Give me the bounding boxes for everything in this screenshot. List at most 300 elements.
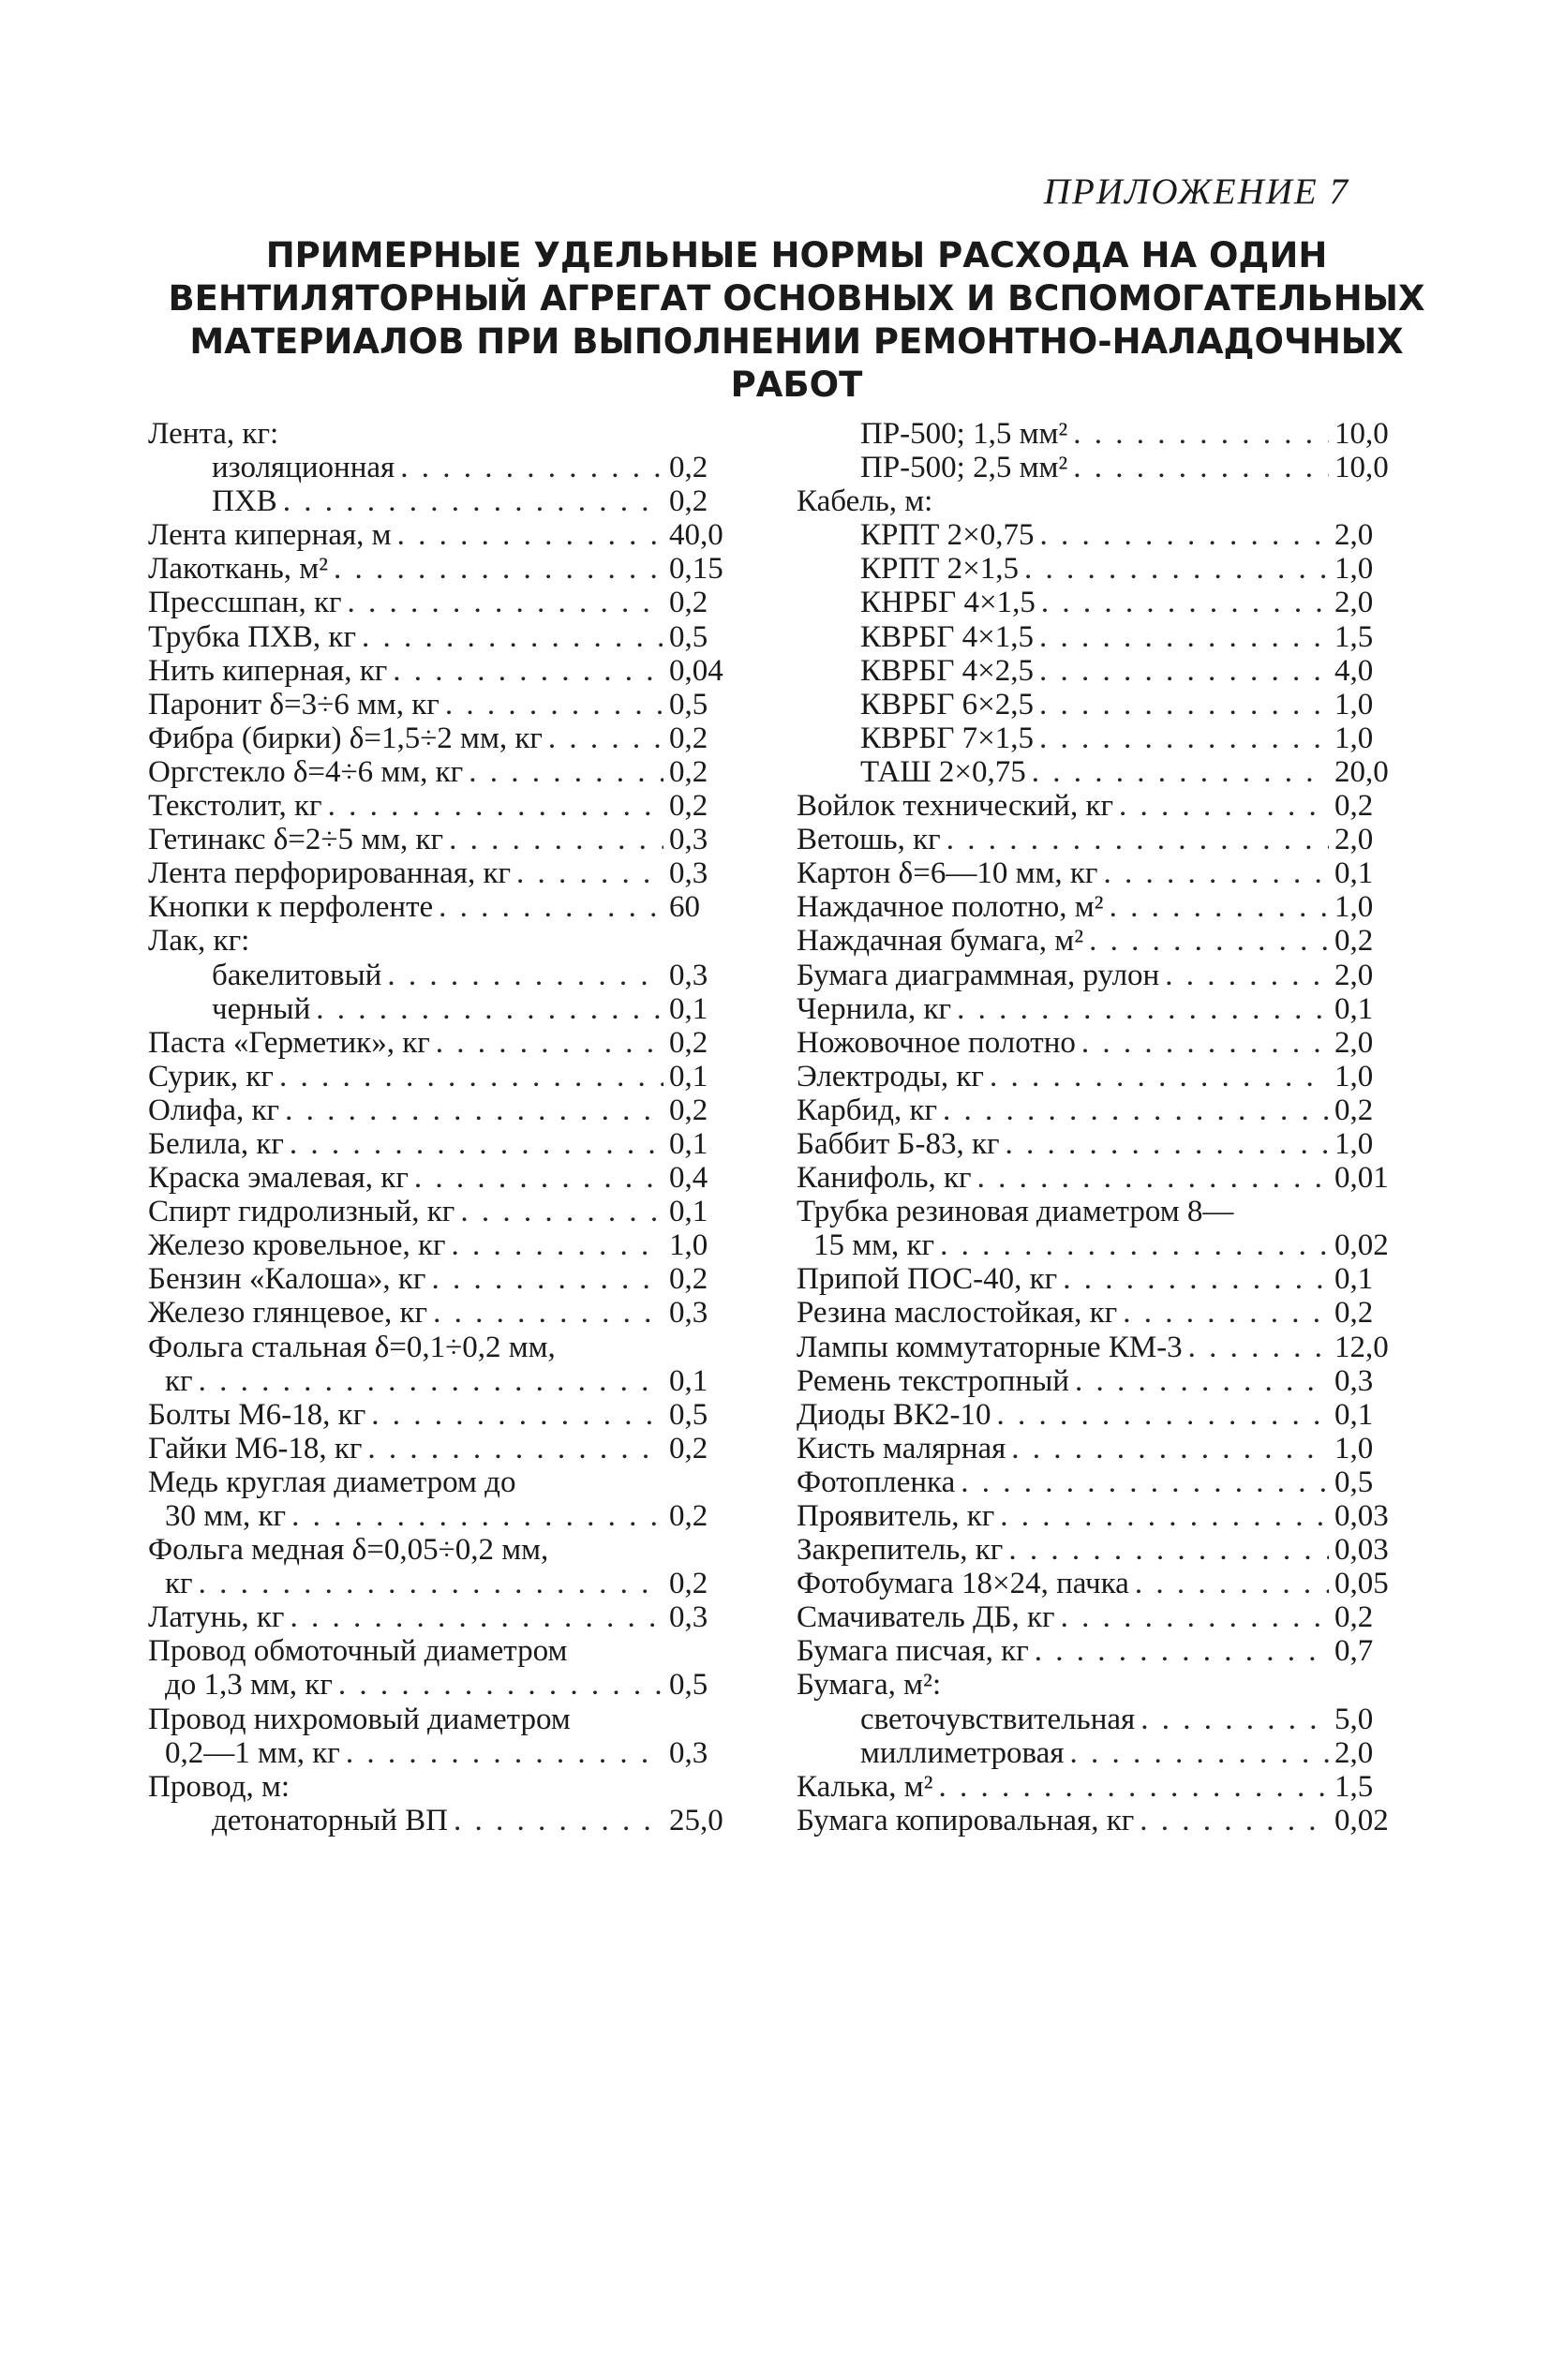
material-row (148, 451, 731, 484)
material-row (797, 1195, 1396, 1228)
material-norm-value: 0,2 (669, 1093, 708, 1127)
material-row (148, 890, 731, 924)
material-row (797, 1432, 1396, 1465)
dot-leader (460, 1195, 663, 1228)
material-row (797, 924, 1396, 958)
material-norm-value: 40,0 (669, 518, 723, 553)
material-norm-value: 0,2 (1334, 1296, 1374, 1331)
material-name: 30 мм, кг (165, 1499, 287, 1533)
material-norm-value: 2,0 (1334, 518, 1374, 553)
material-row (148, 1262, 731, 1296)
material-name: Паста «Герметик», кг (148, 1025, 430, 1060)
material-name: Трубка резиновая диаметром 8— (797, 1195, 1234, 1229)
material-row (797, 823, 1396, 856)
material-row (148, 1060, 731, 1093)
material-row (148, 1296, 731, 1330)
material-norm-value: 0,03 (1334, 1533, 1389, 1568)
dot-leader (199, 1567, 663, 1600)
material-norm-value: 0,01 (1334, 1161, 1389, 1196)
material-row (797, 552, 1396, 586)
material-row (148, 721, 731, 755)
material-name: Лента киперная, м (148, 518, 392, 553)
material-name: Кнопки к перфоленте (148, 890, 434, 925)
material-row (148, 586, 731, 619)
material-name: Белила, кг (148, 1126, 284, 1161)
material-row (797, 1770, 1396, 1804)
material-norm-value: 1,0 (1334, 687, 1374, 721)
material-row (797, 1161, 1396, 1195)
material-norm-value: 1,0 (1334, 1126, 1374, 1161)
material-norm-value: 0,3 (669, 1296, 708, 1331)
material-name: 0,2—1 мм, кг (165, 1735, 340, 1770)
dot-leader (1039, 688, 1329, 721)
material-row (148, 1668, 731, 1702)
material-name: Фольга медная δ=0,05÷0,2 мм, (148, 1533, 549, 1568)
material-norm-value: 0,2 (669, 484, 708, 519)
material-row (797, 1703, 1396, 1736)
material-row (148, 518, 731, 552)
material-name: Бумага писчая, кг (797, 1634, 1029, 1669)
material-name: Бумага диаграммная, рулон (797, 958, 1160, 992)
dot-leader (291, 1499, 663, 1533)
dot-leader (1024, 552, 1329, 586)
material-norm-value: 0,5 (669, 687, 708, 721)
material-name: Латунь, кг (148, 1600, 285, 1635)
material-norm-value: 2,0 (1334, 1735, 1374, 1770)
material-norm-value: 2,0 (1334, 586, 1374, 620)
dot-leader (199, 1364, 663, 1398)
material-name: Электроды, кг (797, 1059, 984, 1093)
material-name: Канифоль, кг (797, 1161, 972, 1196)
material-name: ПР-500; 2,5 мм² (860, 451, 1068, 485)
dot-leader (400, 451, 663, 484)
material-row (148, 1703, 731, 1736)
material-name: светочувствительная (860, 1702, 1136, 1736)
material-row (148, 620, 731, 654)
material-name: Диоды ВК2-10 (797, 1397, 991, 1432)
material-row (797, 654, 1396, 688)
material-norm-value: 12,0 (1334, 1330, 1389, 1364)
material-row (797, 1331, 1396, 1364)
material-name: Лак, кг: (148, 924, 250, 959)
material-name: кг (165, 1363, 193, 1398)
material-name: Фотопленка (797, 1465, 956, 1499)
material-row (148, 1770, 731, 1804)
material-name: Лента, кг: (148, 417, 279, 451)
dot-leader (1103, 856, 1329, 890)
material-row (148, 1161, 731, 1195)
material-name: Фольга стальная δ=0,1÷0,2 мм, (148, 1330, 556, 1364)
dot-leader (393, 654, 663, 688)
material-row (797, 1296, 1396, 1330)
material-row (148, 789, 731, 823)
dot-leader (1188, 1331, 1329, 1364)
material-name: бакелитовый (212, 958, 382, 992)
material-norm-value: 0,02 (1334, 1228, 1389, 1263)
material-norm-value: 1,0 (1334, 1431, 1374, 1465)
material-row (797, 1465, 1396, 1499)
dot-leader (1061, 1600, 1329, 1634)
material-name: Гайки М6-18, кг (148, 1431, 363, 1465)
material-norm-value: 1,0 (669, 1228, 708, 1263)
material-row (797, 959, 1396, 992)
material-name: Бензин «Калоша», кг (148, 1262, 426, 1297)
material-norm-value: 0,15 (669, 552, 723, 587)
dot-leader (414, 1161, 663, 1195)
dot-leader (1039, 620, 1329, 654)
material-row (148, 1533, 731, 1567)
material-norm-value: 0,2 (669, 586, 708, 620)
material-name: Фотобумага 18×24, пачка (797, 1567, 1129, 1601)
material-norm-value: 0,1 (669, 1363, 708, 1398)
material-name: Краска эмалевая, кг (148, 1161, 409, 1196)
title-line: РАБОТ (730, 364, 863, 405)
material-name: Сурик, кг (148, 1059, 274, 1093)
material-name: ПХВ (212, 484, 277, 519)
material-norm-value: 10,0 (1334, 417, 1389, 451)
material-row (797, 1093, 1396, 1127)
material-row (797, 518, 1396, 552)
material-norm-value: 1,0 (1334, 1059, 1374, 1093)
dot-leader (334, 552, 663, 586)
material-row (797, 1736, 1396, 1770)
dot-leader (1123, 1296, 1329, 1330)
material-name: Ремень текстропный (797, 1363, 1069, 1398)
material-norm-value: 1,5 (1334, 1769, 1374, 1804)
dot-leader (1135, 1567, 1329, 1600)
dot-leader (1073, 417, 1329, 451)
material-row (797, 451, 1396, 484)
dot-leader (348, 586, 663, 619)
material-row (148, 1465, 731, 1499)
material-name: Фибра (бирки) δ=1,5÷2 мм, кг (148, 721, 543, 755)
material-row (148, 1567, 731, 1600)
material-name: КРПТ 2×0,75 (860, 518, 1035, 553)
material-norm-value: 0,2 (1334, 789, 1374, 824)
material-row (797, 1398, 1396, 1432)
dot-leader (1011, 1432, 1329, 1465)
material-norm-value: 0,3 (669, 958, 708, 992)
material-row (797, 688, 1396, 721)
material-row (797, 856, 1396, 890)
material-name: Картон δ=6—10 мм, кг (797, 856, 1098, 891)
material-norm-value: 20,0 (1334, 754, 1389, 789)
dot-leader (290, 1600, 663, 1634)
material-name: Калька, м² (797, 1769, 933, 1804)
dot-leader (1000, 1499, 1329, 1533)
dot-leader (1039, 721, 1329, 755)
dot-leader (996, 1398, 1329, 1432)
material-row (148, 484, 731, 518)
material-name: черный (212, 991, 311, 1026)
material-norm-value: 0,3 (669, 823, 708, 857)
material-row (797, 417, 1396, 451)
material-norm-value: 60 (669, 890, 700, 925)
material-norm-value: 0,2 (669, 721, 708, 755)
material-name: Смачиватель ДБ, кг (797, 1600, 1055, 1635)
material-name: Болты М6-18, кг (148, 1397, 366, 1432)
material-norm-value: 0,1 (669, 1126, 708, 1161)
dot-leader (290, 1127, 663, 1161)
material-name: Нить киперная, кг (148, 653, 388, 688)
material-row (797, 1499, 1396, 1533)
title-line: МАТЕРИАЛОВ ПРИ ВЫПОЛНЕНИИ РЕМОНТНО-НАЛАДОЧНЫХ (189, 321, 1404, 362)
material-row (797, 620, 1396, 654)
dot-leader (338, 1668, 663, 1702)
dot-leader (431, 1262, 663, 1296)
material-row (148, 1736, 731, 1770)
material-norm-value: 2,0 (1334, 823, 1374, 857)
material-name: Трубка ПХВ, кг (148, 619, 356, 654)
dot-leader (1119, 789, 1329, 823)
material-name: Медь круглая диаметром до (148, 1465, 516, 1499)
dot-leader (387, 959, 663, 992)
material-row (148, 654, 731, 688)
material-norm-value: 4,0 (1334, 653, 1374, 688)
material-norm-value: 0,3 (669, 1735, 708, 1770)
dot-leader (939, 1770, 1330, 1804)
material-name: Проявитель, кг (797, 1499, 995, 1533)
material-row (148, 552, 731, 586)
material-norm-value: 0,03 (1334, 1499, 1389, 1533)
material-name: кг (165, 1567, 193, 1601)
material-norm-value: 0,2 (669, 1431, 708, 1465)
material-name: Провод, м: (148, 1769, 291, 1804)
material-row (797, 1600, 1396, 1634)
material-row (148, 1195, 731, 1228)
material-name: КВРБГ 4×1,5 (860, 619, 1035, 654)
material-row (797, 755, 1396, 789)
material-norm-value: 1,0 (1334, 721, 1374, 755)
material-norm-value: 0,5 (1334, 1465, 1374, 1499)
material-norm-value: 10,0 (1334, 451, 1389, 485)
dot-leader (1063, 1262, 1329, 1296)
material-name: Олифа, кг (148, 1093, 280, 1127)
material-norm-value: 0,04 (669, 653, 723, 688)
material-row (797, 484, 1396, 518)
material-row (148, 688, 731, 721)
dot-leader (946, 823, 1329, 856)
dot-leader (328, 789, 663, 823)
dot-leader (433, 1296, 663, 1330)
material-row (148, 1093, 731, 1127)
material-row (148, 1398, 731, 1432)
material-norm-value: 0,05 (1334, 1567, 1389, 1601)
dot-leader (1110, 890, 1329, 924)
material-row (797, 1804, 1396, 1837)
material-norm-value: 0,2 (669, 754, 708, 789)
dot-leader (397, 518, 663, 552)
material-norm-value: 0,1 (669, 991, 708, 1026)
material-name: Ветошь, кг (797, 823, 941, 857)
dot-leader (362, 620, 663, 654)
dot-leader (346, 1736, 663, 1770)
material-norm-value: 0,1 (1334, 991, 1374, 1026)
dot-leader (285, 1093, 663, 1127)
page-title (141, 234, 1453, 407)
dot-leader (436, 1026, 663, 1060)
material-name: Кабель, м: (797, 484, 933, 519)
material-name: до 1,3 мм, кг (165, 1668, 333, 1703)
material-norm-value: 0,5 (669, 1668, 708, 1703)
dot-leader (940, 1228, 1329, 1262)
material-row (797, 721, 1396, 755)
material-name: Лампы коммутаторные КМ-3 (797, 1330, 1183, 1364)
material-norm-value: 0,2 (669, 789, 708, 824)
material-name: изоляционная (212, 451, 395, 485)
material-name: Текстолит, кг (148, 789, 322, 824)
material-row (797, 1127, 1396, 1161)
material-row (148, 1364, 731, 1398)
material-name: Лакоткань, м² (148, 552, 329, 587)
right-materials-column (797, 417, 1396, 1837)
material-name: Баббит Б-83, кг (797, 1126, 1000, 1161)
material-name: Гетинакс δ=2÷5 мм, кг (148, 823, 444, 857)
material-name: КВРБГ 7×1,5 (860, 721, 1035, 755)
material-norm-value: 0,2 (669, 451, 708, 485)
material-row (148, 755, 731, 789)
material-name: Войлок технический, кг (797, 789, 1114, 824)
material-name: ПР-500; 1,5 мм² (860, 417, 1068, 451)
appendix-label: ПРИЛОЖЕНИЕ 7 (1043, 171, 1349, 212)
dot-leader (990, 1060, 1329, 1093)
material-norm-value: 0,02 (1334, 1803, 1389, 1837)
dot-leader (516, 856, 663, 890)
material-row (797, 1262, 1396, 1296)
material-norm-value: 5,0 (1334, 1702, 1374, 1736)
title-line: ВЕНТИЛЯТОРНЫЙ АГРЕГАТ ОСНОВНЫХ И ВСПОМОГАТЕЛЬНЫХ (168, 278, 1425, 319)
dot-leader (449, 823, 663, 856)
material-name: детонаторный ВП (212, 1803, 448, 1837)
dot-leader (1039, 518, 1329, 552)
material-name: КНРБГ 4×1,5 (860, 586, 1036, 620)
material-norm-value: 0,2 (1334, 924, 1374, 959)
dot-leader (1008, 1533, 1329, 1567)
material-name: Оргстекло δ=4÷6 мм, кг (148, 754, 464, 789)
material-norm-value: 0,1 (1334, 1262, 1374, 1297)
material-name: Железо глянцевое, кг (148, 1296, 428, 1331)
title-line: ПРИМЕРНЫЕ УДЕЛЬНЫЕ НОРМЫ РАСХОДА НА ОДИН (265, 235, 1328, 275)
material-name: Ножовочное полотно (797, 1025, 1076, 1060)
dot-leader (1089, 924, 1329, 958)
material-row (148, 1499, 731, 1533)
material-name: Карбид, кг (797, 1093, 938, 1127)
dot-leader (1081, 1026, 1329, 1060)
material-norm-value: 0,2 (1334, 1600, 1374, 1635)
material-row (148, 856, 731, 890)
material-row (797, 992, 1396, 1026)
material-name: Наждачная бумага, м² (797, 924, 1084, 959)
material-name: Наждачное полотно, м² (797, 890, 1104, 925)
material-norm-value: 0,3 (669, 856, 708, 891)
dot-leader (1069, 1736, 1329, 1770)
material-norm-value: 1,0 (1334, 552, 1374, 587)
material-norm-value: 2,0 (1334, 958, 1374, 992)
material-norm-value: 0,2 (669, 1499, 708, 1533)
material-row (797, 1026, 1396, 1060)
material-norm-value: 0,4 (669, 1161, 708, 1196)
material-row (148, 959, 731, 992)
material-norm-value: 2,0 (1334, 1025, 1374, 1060)
dot-leader (943, 1093, 1329, 1127)
material-row (797, 586, 1396, 619)
dot-leader (367, 1432, 663, 1465)
material-name: Спирт гидролизный, кг (148, 1195, 455, 1229)
material-row (148, 1331, 731, 1364)
material-norm-value: 1,5 (1334, 619, 1374, 654)
dot-leader (1165, 959, 1329, 992)
material-name: Кисть малярная (797, 1431, 1006, 1465)
material-name: ТАШ 2×0,75 (860, 754, 1026, 789)
material-norm-value: 0,1 (1334, 856, 1374, 891)
material-norm-value: 0,1 (669, 1059, 708, 1093)
material-norm-value: 0,5 (669, 619, 708, 654)
dot-leader (1035, 1634, 1329, 1668)
material-row (797, 1634, 1396, 1668)
material-row (148, 992, 731, 1026)
material-row (797, 1060, 1396, 1093)
material-row (797, 1228, 1396, 1262)
material-norm-value: 0,1 (1334, 1397, 1374, 1432)
material-row (797, 1364, 1396, 1398)
dot-leader (316, 992, 663, 1026)
dot-leader (1039, 654, 1329, 688)
material-row (148, 1432, 731, 1465)
left-materials-column (148, 417, 731, 1837)
material-norm-value: 0,2 (1334, 1093, 1374, 1127)
material-norm-value: 0,2 (669, 1262, 708, 1297)
material-name: миллиметровая (860, 1735, 1065, 1770)
dot-leader (283, 484, 663, 518)
material-name: Припой ПОС-40, кг (797, 1262, 1058, 1297)
material-row (148, 1127, 731, 1161)
dot-leader (439, 890, 663, 924)
dot-leader (371, 1398, 663, 1432)
material-row (148, 823, 731, 856)
material-name: Бумага копировальная, кг (797, 1803, 1135, 1837)
material-name: Железо кровельное, кг (148, 1228, 446, 1263)
material-row (148, 417, 731, 451)
material-name: КРПТ 2×1,5 (860, 552, 1019, 587)
material-name: Закрепитель, кг (797, 1533, 1004, 1568)
dot-leader (1073, 451, 1329, 484)
dot-leader (1032, 755, 1329, 789)
material-row (148, 1634, 731, 1668)
dot-leader (452, 1228, 663, 1262)
material-name: Провод нихромовый диаметром (148, 1702, 571, 1736)
material-name: Паронит δ=3÷6 мм, кг (148, 687, 440, 721)
material-norm-value: 0,5 (669, 1397, 708, 1432)
material-norm-value: 25,0 (669, 1803, 723, 1837)
material-row (797, 1567, 1396, 1600)
material-row (148, 1228, 731, 1262)
material-row (148, 1600, 731, 1634)
material-norm-value: 1,0 (1334, 890, 1374, 925)
dot-leader (445, 688, 663, 721)
dot-leader (977, 1161, 1329, 1195)
dot-leader (279, 1060, 663, 1093)
dot-leader (1140, 1804, 1329, 1837)
material-norm-value: 0,3 (669, 1600, 708, 1635)
material-norm-value: 0,1 (669, 1195, 708, 1229)
dot-leader (1041, 586, 1329, 619)
dot-leader (1075, 1364, 1329, 1398)
dot-leader (454, 1804, 663, 1837)
material-row (148, 1804, 731, 1837)
material-norm-value: 0,3 (1334, 1363, 1374, 1398)
material-norm-value: 0,2 (669, 1025, 708, 1060)
material-name: Чернила, кг (797, 991, 952, 1026)
